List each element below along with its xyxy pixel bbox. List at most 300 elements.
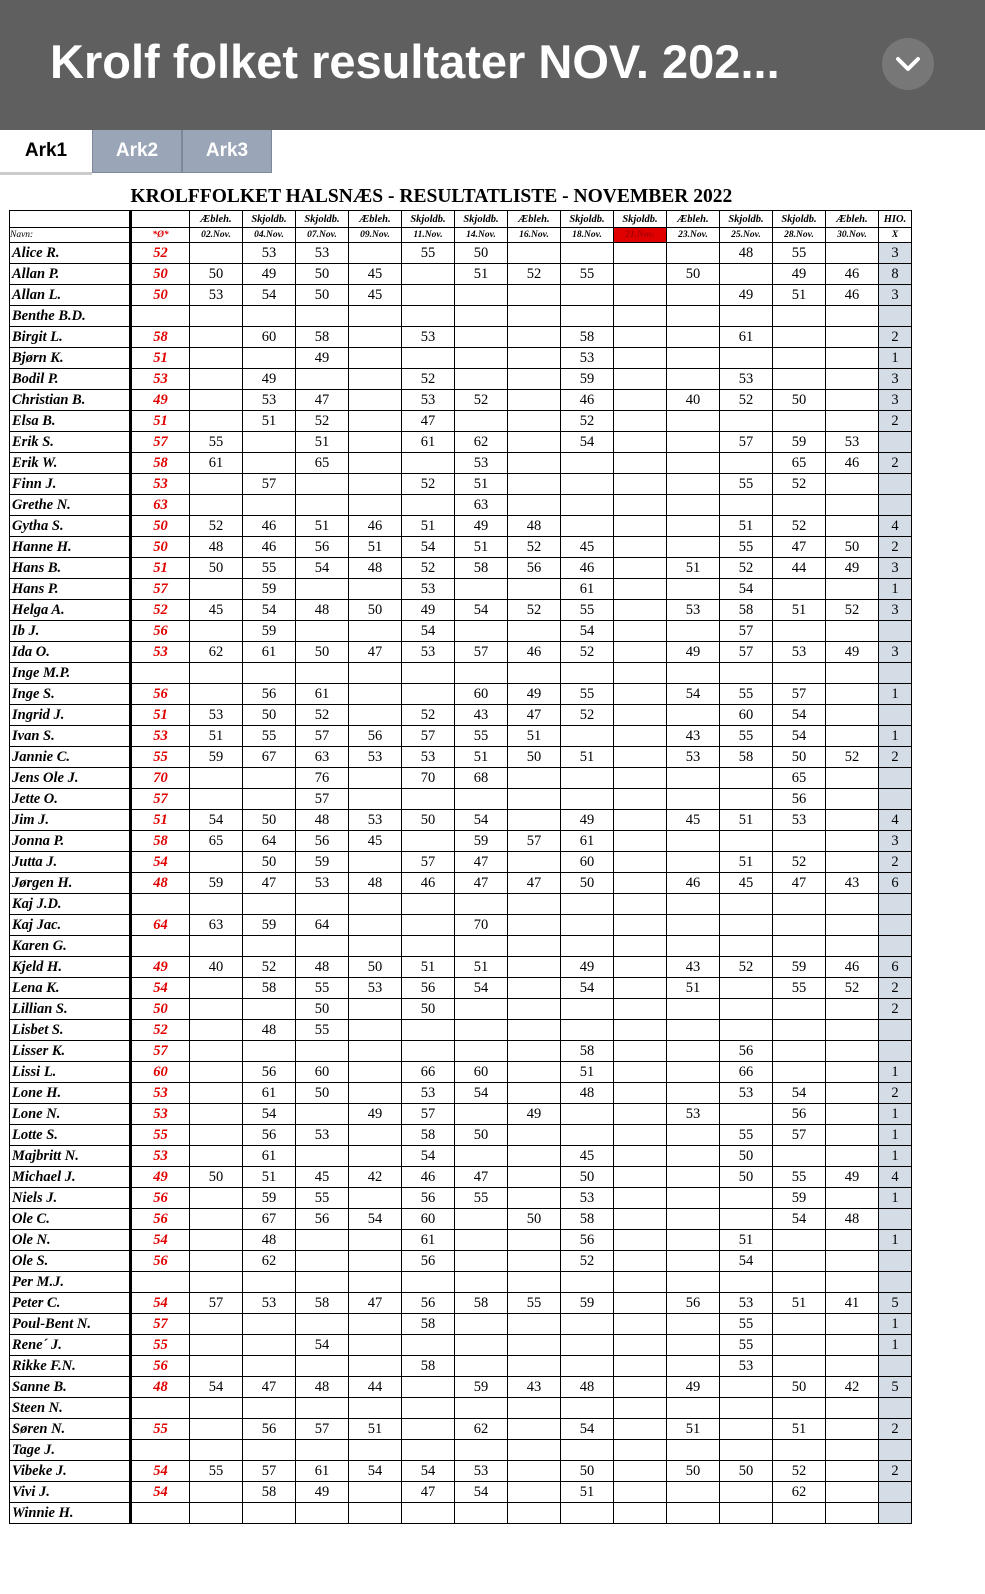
- score-cell[interactable]: 76: [296, 768, 349, 789]
- score-cell[interactable]: 54: [773, 726, 826, 747]
- score-cell[interactable]: [190, 579, 243, 600]
- player-name[interactable]: Erik W.: [10, 453, 131, 474]
- player-average[interactable]: 54: [131, 1461, 190, 1482]
- hio-cell[interactable]: [879, 474, 912, 495]
- score-cell[interactable]: [349, 789, 402, 810]
- score-cell[interactable]: 50: [561, 873, 614, 894]
- score-cell[interactable]: [561, 789, 614, 810]
- score-cell[interactable]: 47: [402, 1482, 455, 1503]
- score-cell[interactable]: [667, 348, 720, 369]
- score-cell[interactable]: 51: [720, 852, 773, 873]
- score-cell[interactable]: 54: [190, 1377, 243, 1398]
- score-cell[interactable]: [826, 1356, 879, 1377]
- score-cell[interactable]: 54: [402, 1461, 455, 1482]
- score-cell[interactable]: [296, 1230, 349, 1251]
- score-cell[interactable]: [614, 558, 667, 579]
- score-cell[interactable]: [402, 1398, 455, 1419]
- score-cell[interactable]: 48: [190, 537, 243, 558]
- score-cell[interactable]: 55: [296, 978, 349, 999]
- player-name[interactable]: Søren N.: [10, 1419, 131, 1440]
- score-cell[interactable]: [773, 495, 826, 516]
- score-cell[interactable]: 49: [243, 369, 296, 390]
- score-cell[interactable]: 55: [190, 432, 243, 453]
- score-cell[interactable]: [826, 1419, 879, 1440]
- score-cell[interactable]: [349, 1083, 402, 1104]
- score-cell[interactable]: 47: [508, 873, 561, 894]
- score-cell[interactable]: 53: [561, 1188, 614, 1209]
- score-cell[interactable]: [667, 516, 720, 537]
- score-cell[interactable]: 57: [296, 726, 349, 747]
- score-cell[interactable]: 56: [773, 789, 826, 810]
- score-cell[interactable]: [667, 579, 720, 600]
- score-cell[interactable]: 46: [243, 516, 296, 537]
- score-cell[interactable]: 46: [561, 390, 614, 411]
- score-cell[interactable]: [508, 768, 561, 789]
- player-average[interactable]: 50: [131, 516, 190, 537]
- player-average[interactable]: 54: [131, 852, 190, 873]
- score-cell[interactable]: 55: [773, 1167, 826, 1188]
- score-cell[interactable]: [508, 1251, 561, 1272]
- score-cell[interactable]: [614, 705, 667, 726]
- score-cell[interactable]: 59: [243, 579, 296, 600]
- hio-cell[interactable]: 3: [879, 285, 912, 306]
- score-cell[interactable]: 54: [455, 978, 508, 999]
- player-average[interactable]: 50: [131, 537, 190, 558]
- score-cell[interactable]: [508, 1146, 561, 1167]
- score-cell[interactable]: 65: [773, 768, 826, 789]
- score-cell[interactable]: 51: [349, 1419, 402, 1440]
- score-cell[interactable]: 55: [720, 1314, 773, 1335]
- score-cell[interactable]: [402, 684, 455, 705]
- score-cell[interactable]: 45: [720, 873, 773, 894]
- score-cell[interactable]: [455, 621, 508, 642]
- score-cell[interactable]: [190, 1335, 243, 1356]
- score-cell[interactable]: 52: [243, 957, 296, 978]
- score-cell[interactable]: [508, 621, 561, 642]
- score-cell[interactable]: [614, 1083, 667, 1104]
- player-average[interactable]: 53: [131, 726, 190, 747]
- score-cell[interactable]: [508, 936, 561, 957]
- score-cell[interactable]: [667, 1503, 720, 1524]
- score-cell[interactable]: [614, 1398, 667, 1419]
- score-cell[interactable]: [561, 915, 614, 936]
- score-cell[interactable]: [296, 1314, 349, 1335]
- score-cell[interactable]: [561, 495, 614, 516]
- score-cell[interactable]: [508, 1125, 561, 1146]
- score-cell[interactable]: [190, 327, 243, 348]
- score-cell[interactable]: 48: [243, 1020, 296, 1041]
- score-cell[interactable]: [826, 621, 879, 642]
- score-cell[interactable]: 50: [243, 810, 296, 831]
- score-cell[interactable]: 45: [349, 831, 402, 852]
- score-cell[interactable]: [349, 579, 402, 600]
- player-average[interactable]: 48: [131, 873, 190, 894]
- score-cell[interactable]: [508, 306, 561, 327]
- player-average[interactable]: 70: [131, 768, 190, 789]
- hio-cell[interactable]: 8: [879, 264, 912, 285]
- score-cell[interactable]: 55: [190, 1461, 243, 1482]
- score-cell[interactable]: 49: [508, 1104, 561, 1125]
- score-cell[interactable]: [349, 1125, 402, 1146]
- score-cell[interactable]: [243, 1503, 296, 1524]
- score-cell[interactable]: 49: [296, 348, 349, 369]
- score-cell[interactable]: 50: [720, 1167, 773, 1188]
- player-average[interactable]: [131, 1440, 190, 1461]
- hio-cell[interactable]: [879, 495, 912, 516]
- score-cell[interactable]: 52: [402, 558, 455, 579]
- player-average[interactable]: 52: [131, 1020, 190, 1041]
- score-cell[interactable]: 49: [826, 558, 879, 579]
- score-cell[interactable]: [402, 1503, 455, 1524]
- score-cell[interactable]: [508, 1356, 561, 1377]
- player-average[interactable]: 55: [131, 1335, 190, 1356]
- score-cell[interactable]: 43: [667, 726, 720, 747]
- player-average[interactable]: 58: [131, 453, 190, 474]
- score-cell[interactable]: 53: [296, 873, 349, 894]
- hio-cell[interactable]: 1: [879, 579, 912, 600]
- score-cell[interactable]: 63: [190, 915, 243, 936]
- player-name[interactable]: Allan L.: [10, 285, 131, 306]
- player-average[interactable]: 58: [131, 327, 190, 348]
- score-cell[interactable]: 55: [296, 1020, 349, 1041]
- score-cell[interactable]: 55: [243, 726, 296, 747]
- score-cell[interactable]: [402, 453, 455, 474]
- score-cell[interactable]: 58: [720, 747, 773, 768]
- score-cell[interactable]: [455, 1356, 508, 1377]
- score-cell[interactable]: [190, 1188, 243, 1209]
- score-cell[interactable]: [826, 1440, 879, 1461]
- player-name[interactable]: Benthe B.D.: [10, 306, 131, 327]
- score-cell[interactable]: 49: [508, 684, 561, 705]
- score-cell[interactable]: [773, 1251, 826, 1272]
- score-cell[interactable]: [508, 1398, 561, 1419]
- player-average[interactable]: 57: [131, 1314, 190, 1335]
- score-cell[interactable]: [402, 663, 455, 684]
- score-cell[interactable]: 54: [243, 1104, 296, 1125]
- score-cell[interactable]: 61: [402, 1230, 455, 1251]
- score-cell[interactable]: 61: [561, 831, 614, 852]
- score-cell[interactable]: 58: [561, 1041, 614, 1062]
- hio-cell[interactable]: [879, 894, 912, 915]
- score-cell[interactable]: 51: [720, 1230, 773, 1251]
- score-cell[interactable]: [190, 663, 243, 684]
- score-cell[interactable]: [667, 1251, 720, 1272]
- score-cell[interactable]: 52: [296, 705, 349, 726]
- score-cell[interactable]: [667, 537, 720, 558]
- score-cell[interactable]: 52: [402, 474, 455, 495]
- score-cell[interactable]: 53: [402, 327, 455, 348]
- score-cell[interactable]: [508, 579, 561, 600]
- score-cell[interactable]: [243, 306, 296, 327]
- score-cell[interactable]: [455, 1314, 508, 1335]
- score-cell[interactable]: [296, 1146, 349, 1167]
- score-cell[interactable]: 53: [243, 243, 296, 264]
- score-cell[interactable]: [773, 1503, 826, 1524]
- score-cell[interactable]: 65: [190, 831, 243, 852]
- player-name[interactable]: Alice R.: [10, 243, 131, 264]
- score-cell[interactable]: [561, 474, 614, 495]
- score-cell[interactable]: [508, 1419, 561, 1440]
- score-cell[interactable]: [402, 936, 455, 957]
- player-average[interactable]: 52: [131, 243, 190, 264]
- score-cell[interactable]: 52: [720, 558, 773, 579]
- score-cell[interactable]: [667, 453, 720, 474]
- score-cell[interactable]: [349, 1188, 402, 1209]
- score-cell[interactable]: [561, 1104, 614, 1125]
- score-cell[interactable]: [773, 936, 826, 957]
- score-cell[interactable]: 46: [561, 558, 614, 579]
- score-cell[interactable]: [190, 1041, 243, 1062]
- score-cell[interactable]: [402, 915, 455, 936]
- score-cell[interactable]: 49: [720, 285, 773, 306]
- score-cell[interactable]: 48: [561, 1377, 614, 1398]
- score-cell[interactable]: [190, 1083, 243, 1104]
- score-cell[interactable]: [826, 1020, 879, 1041]
- score-cell[interactable]: [508, 411, 561, 432]
- score-cell[interactable]: 47: [773, 537, 826, 558]
- score-cell[interactable]: 65: [296, 453, 349, 474]
- score-cell[interactable]: 42: [826, 1377, 879, 1398]
- score-cell[interactable]: [614, 936, 667, 957]
- hio-cell[interactable]: 1: [879, 1314, 912, 1335]
- score-cell[interactable]: 52: [455, 390, 508, 411]
- chevron-down-icon[interactable]: [882, 38, 934, 90]
- score-cell[interactable]: 56: [243, 1062, 296, 1083]
- player-name[interactable]: Jørgen H.: [10, 873, 131, 894]
- score-cell[interactable]: [402, 285, 455, 306]
- score-cell[interactable]: [455, 663, 508, 684]
- score-cell[interactable]: 53: [667, 747, 720, 768]
- score-cell[interactable]: 57: [773, 684, 826, 705]
- score-cell[interactable]: 51: [243, 411, 296, 432]
- score-cell[interactable]: 54: [667, 684, 720, 705]
- score-cell[interactable]: [561, 516, 614, 537]
- score-cell[interactable]: [773, 1272, 826, 1293]
- score-cell[interactable]: 55: [455, 726, 508, 747]
- score-cell[interactable]: [190, 999, 243, 1020]
- score-cell[interactable]: [826, 411, 879, 432]
- score-cell[interactable]: [243, 663, 296, 684]
- score-cell[interactable]: 53: [349, 978, 402, 999]
- score-cell[interactable]: [561, 1125, 614, 1146]
- player-average[interactable]: 58: [131, 831, 190, 852]
- score-cell[interactable]: [349, 1230, 402, 1251]
- score-cell[interactable]: [508, 915, 561, 936]
- score-cell[interactable]: 55: [561, 684, 614, 705]
- score-cell[interactable]: 55: [455, 1188, 508, 1209]
- player-name[interactable]: Helga A.: [10, 600, 131, 621]
- score-cell[interactable]: 43: [508, 1377, 561, 1398]
- score-cell[interactable]: [508, 852, 561, 873]
- score-cell[interactable]: [826, 726, 879, 747]
- score-cell[interactable]: [561, 1335, 614, 1356]
- score-cell[interactable]: 60: [243, 327, 296, 348]
- score-cell[interactable]: [667, 1335, 720, 1356]
- score-cell[interactable]: 40: [190, 957, 243, 978]
- score-cell[interactable]: [296, 1503, 349, 1524]
- score-cell[interactable]: [190, 1020, 243, 1041]
- score-cell[interactable]: 54: [561, 621, 614, 642]
- score-cell[interactable]: 50: [508, 747, 561, 768]
- score-cell[interactable]: [826, 306, 879, 327]
- score-cell[interactable]: [667, 999, 720, 1020]
- score-cell[interactable]: [349, 1314, 402, 1335]
- score-cell[interactable]: [614, 411, 667, 432]
- player-name[interactable]: Jens Ole J.: [10, 768, 131, 789]
- player-name[interactable]: Jannie C.: [10, 747, 131, 768]
- score-cell[interactable]: 43: [826, 873, 879, 894]
- score-cell[interactable]: 47: [455, 1167, 508, 1188]
- score-cell[interactable]: 57: [243, 474, 296, 495]
- score-cell[interactable]: 67: [243, 747, 296, 768]
- player-name[interactable]: Ingrid J.: [10, 705, 131, 726]
- score-cell[interactable]: [508, 495, 561, 516]
- hio-cell[interactable]: [879, 1482, 912, 1503]
- score-cell[interactable]: 46: [826, 285, 879, 306]
- score-cell[interactable]: [667, 663, 720, 684]
- hio-cell[interactable]: 1: [879, 1335, 912, 1356]
- player-average[interactable]: 53: [131, 1104, 190, 1125]
- hio-cell[interactable]: 3: [879, 558, 912, 579]
- score-cell[interactable]: 52: [826, 747, 879, 768]
- score-cell[interactable]: [826, 831, 879, 852]
- score-cell[interactable]: [296, 579, 349, 600]
- score-cell[interactable]: 53: [667, 1104, 720, 1125]
- score-cell[interactable]: 49: [826, 642, 879, 663]
- score-cell[interactable]: 54: [402, 621, 455, 642]
- score-cell[interactable]: 49: [773, 264, 826, 285]
- score-cell[interactable]: 50: [773, 390, 826, 411]
- score-cell[interactable]: [826, 894, 879, 915]
- score-cell[interactable]: 57: [455, 642, 508, 663]
- score-cell[interactable]: 64: [243, 831, 296, 852]
- score-cell[interactable]: [614, 621, 667, 642]
- score-cell[interactable]: 52: [773, 1461, 826, 1482]
- score-cell[interactable]: 59: [243, 1188, 296, 1209]
- score-cell[interactable]: 52: [190, 516, 243, 537]
- player-name[interactable]: Kjeld H.: [10, 957, 131, 978]
- score-cell[interactable]: 59: [190, 747, 243, 768]
- score-cell[interactable]: 55: [243, 558, 296, 579]
- score-cell[interactable]: [402, 789, 455, 810]
- player-name[interactable]: Rene´ J.: [10, 1335, 131, 1356]
- score-cell[interactable]: [349, 936, 402, 957]
- score-cell[interactable]: 50: [296, 264, 349, 285]
- score-cell[interactable]: [667, 1356, 720, 1377]
- score-cell[interactable]: 53: [826, 432, 879, 453]
- score-cell[interactable]: [508, 1482, 561, 1503]
- score-cell[interactable]: [296, 369, 349, 390]
- hio-cell[interactable]: [879, 705, 912, 726]
- score-cell[interactable]: [720, 1482, 773, 1503]
- score-cell[interactable]: [667, 1314, 720, 1335]
- score-cell[interactable]: 62: [243, 1251, 296, 1272]
- score-cell[interactable]: [720, 411, 773, 432]
- score-cell[interactable]: 55: [508, 1293, 561, 1314]
- score-cell[interactable]: 62: [455, 432, 508, 453]
- score-cell[interactable]: 57: [190, 1293, 243, 1314]
- score-cell[interactable]: [614, 873, 667, 894]
- player-name[interactable]: Poul-Bent N.: [10, 1314, 131, 1335]
- score-cell[interactable]: [614, 1293, 667, 1314]
- score-cell[interactable]: 59: [190, 873, 243, 894]
- hio-cell[interactable]: 2: [879, 1419, 912, 1440]
- tab-ark1[interactable]: Ark1: [0, 130, 92, 175]
- player-name[interactable]: Lisbet S.: [10, 1020, 131, 1041]
- score-cell[interactable]: [667, 621, 720, 642]
- score-cell[interactable]: 49: [667, 1377, 720, 1398]
- player-average[interactable]: [131, 306, 190, 327]
- hio-cell[interactable]: [879, 1503, 912, 1524]
- score-cell[interactable]: [190, 1503, 243, 1524]
- player-average[interactable]: 54: [131, 978, 190, 999]
- score-cell[interactable]: 51: [349, 537, 402, 558]
- score-cell[interactable]: 47: [296, 390, 349, 411]
- score-cell[interactable]: [826, 789, 879, 810]
- score-cell[interactable]: 51: [720, 516, 773, 537]
- score-cell[interactable]: [614, 348, 667, 369]
- score-cell[interactable]: 57: [720, 642, 773, 663]
- score-cell[interactable]: [349, 1335, 402, 1356]
- score-cell[interactable]: [190, 1398, 243, 1419]
- score-cell[interactable]: [667, 1167, 720, 1188]
- score-cell[interactable]: [720, 999, 773, 1020]
- score-cell[interactable]: [667, 831, 720, 852]
- hio-cell[interactable]: [879, 768, 912, 789]
- score-cell[interactable]: 50: [720, 1461, 773, 1482]
- player-average[interactable]: 64: [131, 915, 190, 936]
- player-average[interactable]: 53: [131, 1083, 190, 1104]
- player-name[interactable]: Ole N.: [10, 1230, 131, 1251]
- score-cell[interactable]: [508, 474, 561, 495]
- score-cell[interactable]: [296, 936, 349, 957]
- score-cell[interactable]: 53: [402, 579, 455, 600]
- score-cell[interactable]: [508, 663, 561, 684]
- score-cell[interactable]: 50: [296, 285, 349, 306]
- score-cell[interactable]: 50: [773, 1377, 826, 1398]
- score-cell[interactable]: [561, 1503, 614, 1524]
- score-cell[interactable]: [667, 306, 720, 327]
- score-cell[interactable]: [614, 726, 667, 747]
- score-cell[interactable]: [826, 810, 879, 831]
- score-cell[interactable]: [826, 936, 879, 957]
- score-cell[interactable]: [667, 894, 720, 915]
- player-average[interactable]: 51: [131, 348, 190, 369]
- score-cell[interactable]: [190, 1146, 243, 1167]
- score-cell[interactable]: 52: [773, 474, 826, 495]
- score-cell[interactable]: [614, 327, 667, 348]
- score-cell[interactable]: 56: [243, 1419, 296, 1440]
- player-average[interactable]: 50: [131, 285, 190, 306]
- score-cell[interactable]: 54: [773, 1083, 826, 1104]
- hio-cell[interactable]: 2: [879, 327, 912, 348]
- score-cell[interactable]: 51: [561, 1062, 614, 1083]
- score-cell[interactable]: [614, 768, 667, 789]
- score-cell[interactable]: 57: [720, 432, 773, 453]
- score-cell[interactable]: 45: [349, 285, 402, 306]
- score-cell[interactable]: 49: [455, 516, 508, 537]
- hio-cell[interactable]: 1: [879, 1062, 912, 1083]
- score-cell[interactable]: [667, 1041, 720, 1062]
- score-cell[interactable]: [243, 1398, 296, 1419]
- score-cell[interactable]: [826, 474, 879, 495]
- score-cell[interactable]: 51: [296, 516, 349, 537]
- score-cell[interactable]: 53: [773, 810, 826, 831]
- score-cell[interactable]: 53: [402, 390, 455, 411]
- score-cell[interactable]: [243, 453, 296, 474]
- score-cell[interactable]: [402, 831, 455, 852]
- score-cell[interactable]: 54: [773, 1209, 826, 1230]
